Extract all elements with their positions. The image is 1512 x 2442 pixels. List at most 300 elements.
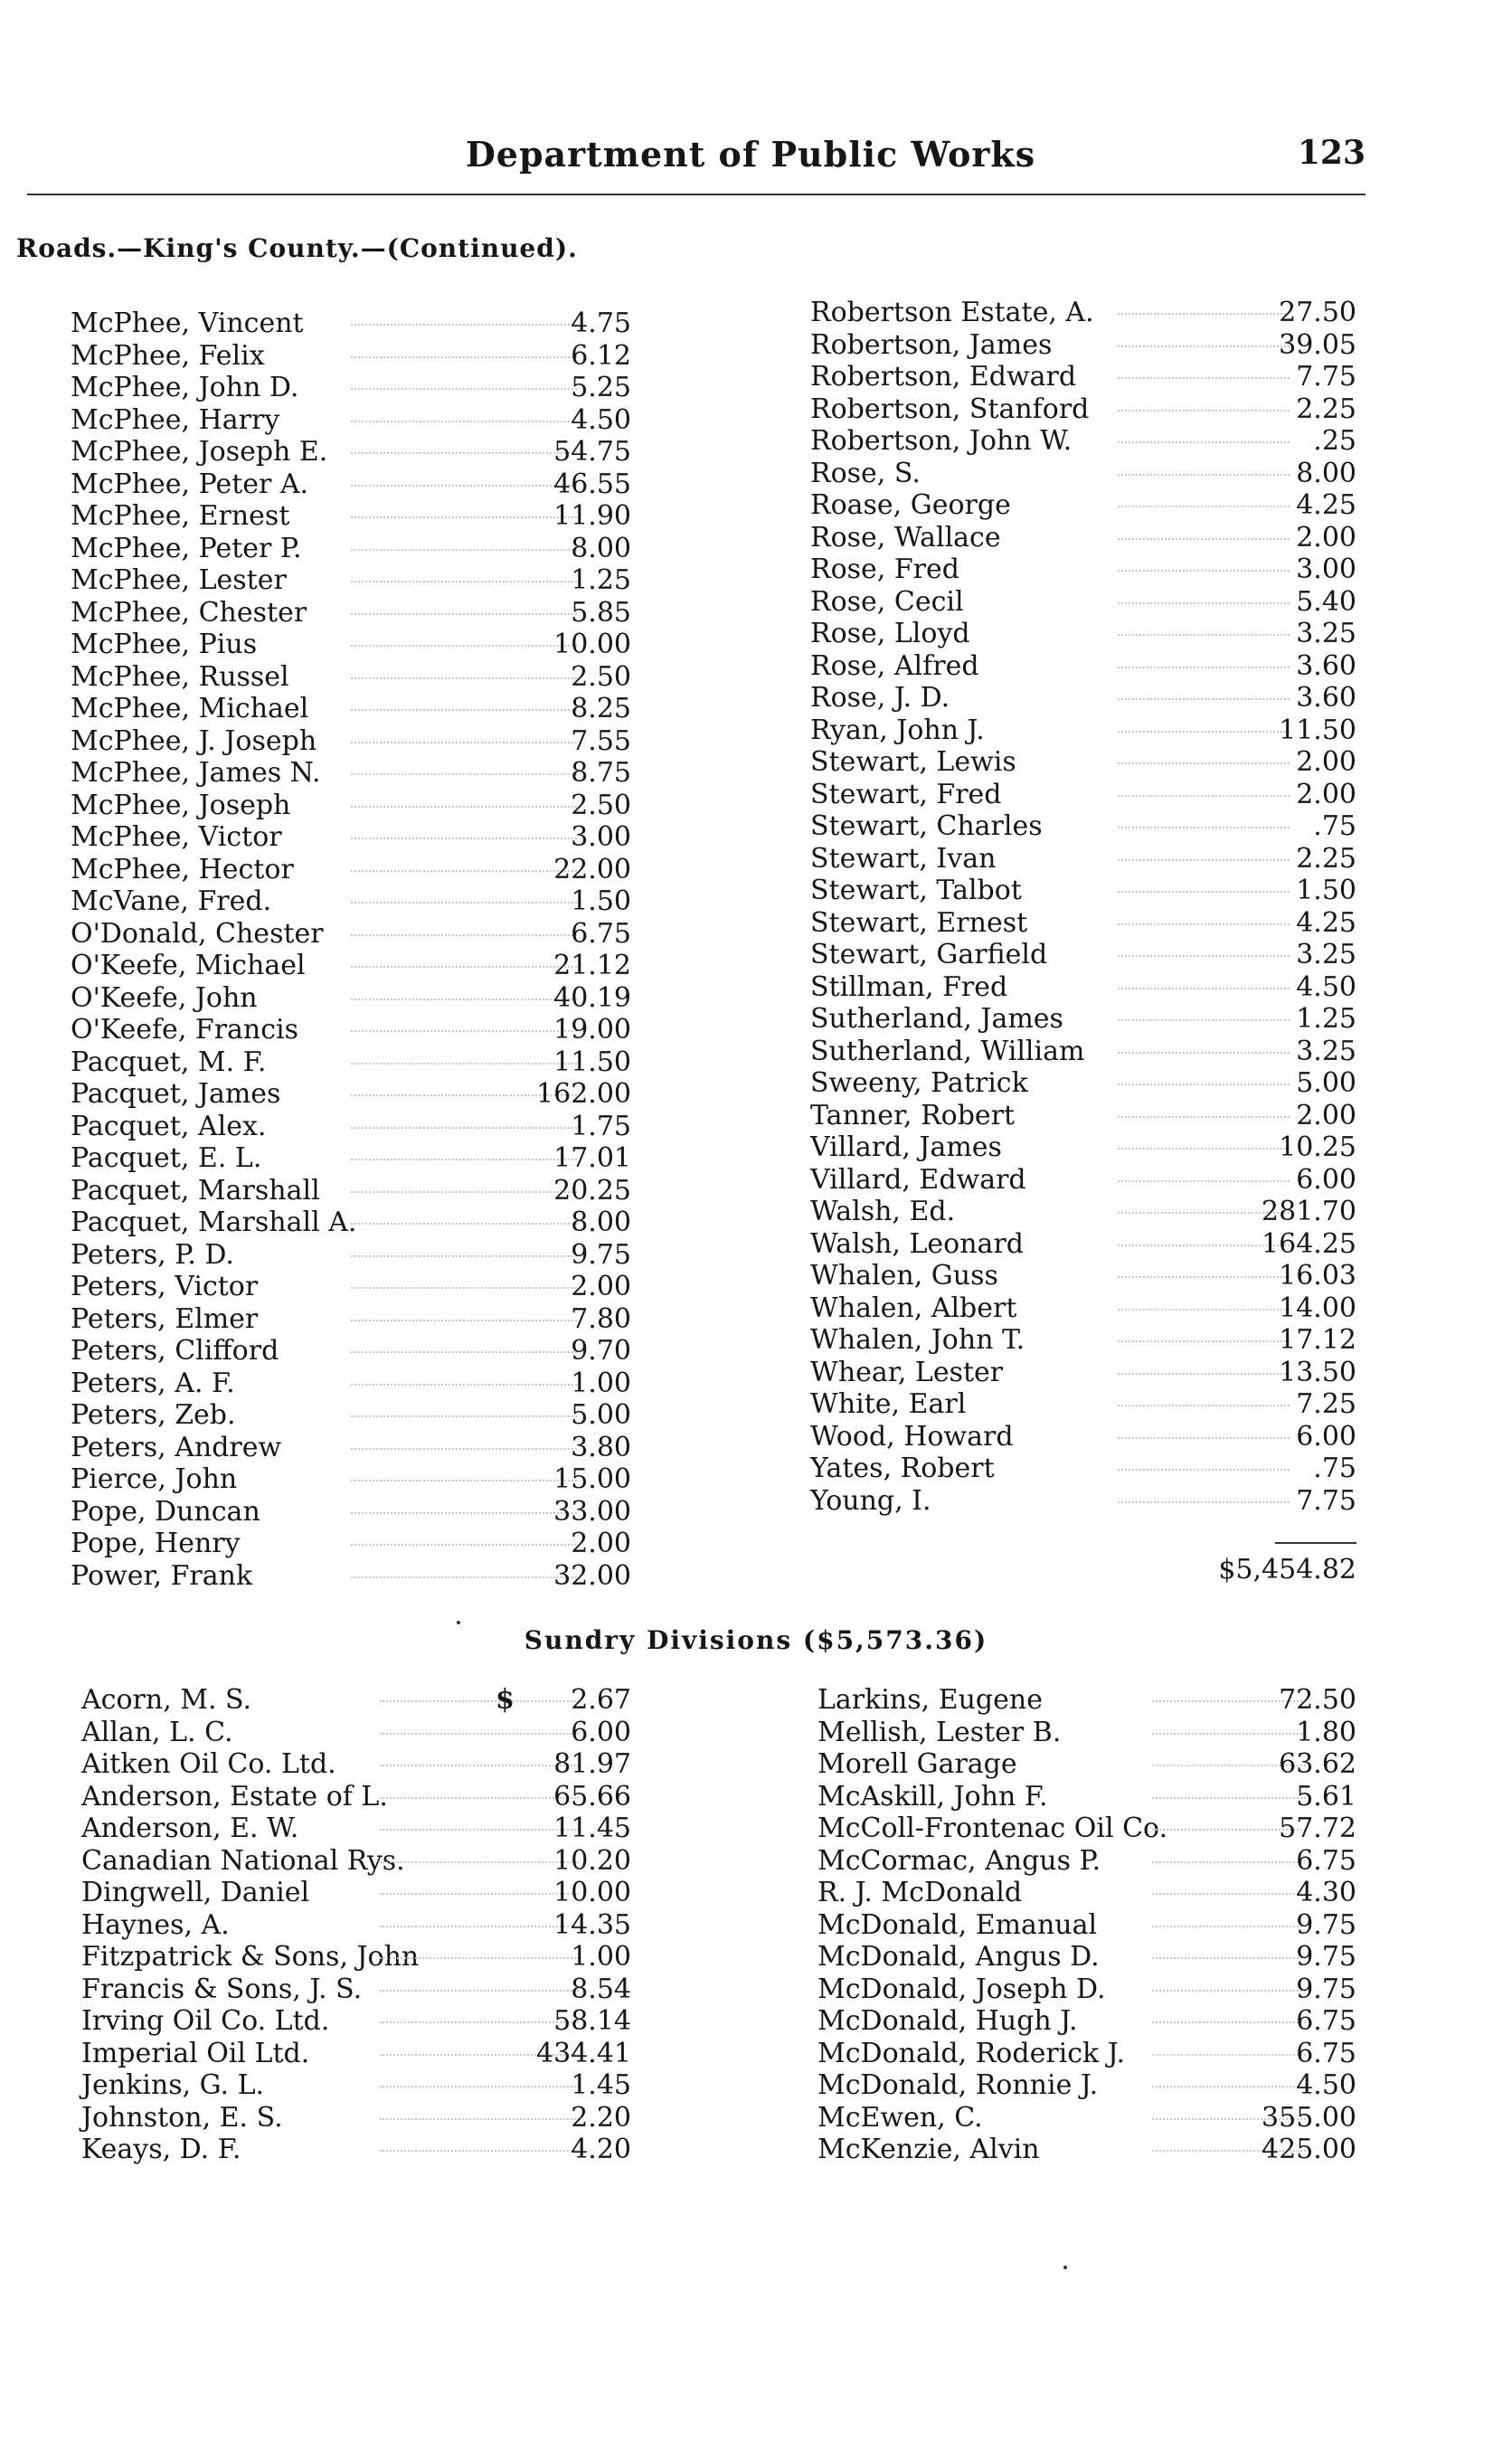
payment-amount: 1.50 [1296, 875, 1356, 906]
payee-name: McDonald, Ronnie J. [817, 2069, 1099, 2101]
payment-amount: 4.50 [1296, 2069, 1356, 2101]
payee-name: Pacquet, Marshall A. [71, 1207, 357, 1238]
payee-name: Tanner, Robert [810, 1099, 1016, 1131]
ledger-row [71, 1368, 631, 1400]
payment-amount: 2.00 [571, 1271, 631, 1302]
payment-amount: 54.75 [553, 436, 631, 468]
payment-amount: 2.00 [1296, 778, 1356, 810]
payee-name: McPhee, Victor [71, 821, 282, 853]
payee-name: Yates, Robert [810, 1453, 995, 1484]
ledger-row [817, 2069, 1356, 2102]
print-speck [1063, 2266, 1067, 2269]
payment-amount: 1.00 [571, 1367, 631, 1399]
payment-amount: 2.50 [571, 660, 631, 693]
payee-name: Pacquet, Marshall [71, 1174, 320, 1207]
payment-amount: 2.25 [1296, 393, 1356, 425]
ledger-row [810, 746, 1356, 779]
payment-amount: .25 [1313, 425, 1356, 457]
payee-name: O'Keefe, John [71, 981, 258, 1014]
payee-name: Whalen, John T. [810, 1324, 1025, 1356]
payee-name: McPhee, Vincent [71, 308, 304, 339]
payee-name: Pope, Duncan [71, 1495, 260, 1528]
payment-amount: 13.50 [1279, 1356, 1356, 1388]
payment-amount: 9.75 [571, 1238, 631, 1271]
payment-amount: 7.75 [1296, 1484, 1356, 1517]
ledger-row [71, 1335, 631, 1368]
payment-amount: 9.70 [571, 1335, 631, 1367]
total-rule [1275, 1542, 1356, 1544]
ledger-row [810, 489, 1356, 522]
ledger-row [810, 1036, 1356, 1068]
payee-name: Power, Frank [71, 1559, 253, 1592]
payee-name: Rose, Alfred [810, 649, 979, 682]
payment-amount: 8.75 [571, 757, 631, 789]
payment-amount: 19.00 [553, 1014, 631, 1046]
payee-name: McPhee, James N. [71, 757, 321, 789]
payment-amount: 9.75 [1296, 1908, 1356, 1941]
ledger-row [81, 2005, 631, 2038]
ledger-row [81, 1684, 631, 1717]
payee-name: Rose, J. D. [810, 682, 950, 714]
ledger-row [810, 1003, 1356, 1036]
sundry-divisions-heading: Sundry Divisions ($5,573.36) [524, 1625, 988, 1655]
ledger-row [810, 1453, 1356, 1485]
payment-amount: 3.25 [1296, 1035, 1356, 1067]
ledger-row [71, 661, 631, 694]
payment-amount: 6.75 [1296, 1844, 1356, 1877]
payment-amount: 3.25 [1296, 618, 1356, 649]
ledger-row [71, 1399, 631, 1432]
payment-amount: 6.75 [1296, 2005, 1356, 2037]
payment-amount: 4.50 [571, 403, 631, 436]
payment-amount: 3.00 [571, 821, 631, 853]
payment-amount: 6.75 [1296, 2037, 1356, 2069]
ledger-row [817, 2038, 1356, 2070]
payment-amount: 7.75 [1296, 361, 1356, 393]
payment-amount: 6.00 [1296, 1420, 1356, 1453]
ledger-row [810, 1260, 1356, 1292]
payment-amount: 1.00 [571, 1941, 631, 1973]
ledger-row [71, 1207, 631, 1239]
payment-amount: 39.05 [1279, 328, 1356, 361]
ledger-row [81, 1717, 631, 1749]
payment-amount: 1.25 [1296, 1003, 1356, 1035]
payment-amount: 5.00 [1296, 1067, 1356, 1099]
ledger-row [71, 1239, 631, 1272]
payment-amount: 14.35 [553, 1908, 631, 1941]
ledger-row [71, 821, 631, 854]
ledger-row [71, 629, 631, 661]
payee-name: Rose, Cecil [810, 585, 964, 618]
payee-name: Wood, Howard [810, 1420, 1014, 1453]
payee-name: McPhee, Peter A. [71, 468, 309, 500]
payee-name: Canadian National Rys. [81, 1844, 405, 1877]
ledger-row [810, 1292, 1356, 1325]
roads-right-column [810, 297, 1356, 1517]
payee-name: McPhee, Hector [71, 853, 294, 885]
ledger-row [71, 982, 631, 1015]
payment-amount: 3.00 [1296, 554, 1356, 585]
ledger-row [71, 885, 631, 918]
payment-amount: 72.50 [1279, 1684, 1356, 1716]
payment-amount: 7.80 [571, 1302, 631, 1335]
payee-name: McPhee, Russel [71, 660, 289, 693]
payee-name: Peters, Elmer [71, 1302, 259, 1335]
payment-amount: 8.25 [571, 693, 631, 724]
payment-amount: 6.00 [1296, 1163, 1356, 1196]
payee-name: McDonald, Angus D. [817, 1941, 1100, 1973]
ledger-row [817, 2005, 1356, 2038]
ledger-row [81, 1781, 631, 1813]
payment-amount: 1.45 [571, 2069, 631, 2101]
payment-amount: 5.61 [1296, 1780, 1356, 1813]
payment-amount: 40.19 [553, 981, 631, 1014]
ledger-row [71, 340, 631, 373]
payment-amount: 21.12 [553, 950, 631, 981]
payee-name: McPhee, John D. [71, 372, 299, 403]
payee-name: Peters, Clifford [71, 1335, 279, 1367]
payment-amount: 57.72 [1279, 1813, 1356, 1844]
payee-name: McDonald, Joseph D. [817, 1973, 1106, 2005]
payment-amount: 10.25 [1279, 1131, 1356, 1163]
payment-amount: 10.20 [553, 1844, 631, 1877]
ledger-row [71, 1463, 631, 1496]
payee-name: McPhee, Lester [71, 564, 287, 596]
ledger-row [810, 297, 1356, 329]
payment-amount: 2.00 [571, 1528, 631, 1559]
payee-name: Whear, Lester [810, 1356, 1004, 1388]
payment-amount: 2.50 [571, 789, 631, 821]
ledger-row [71, 564, 631, 597]
ledger-row [81, 2134, 631, 2166]
ledger-row [810, 1164, 1356, 1197]
payment-amount: 4.25 [1296, 906, 1356, 939]
payment-amount: 281.70 [1262, 1196, 1356, 1227]
ledger-row [81, 1877, 631, 1909]
ledger-row [71, 404, 631, 437]
payee-name: McDonald, Roderick J. [817, 2037, 1126, 2069]
payee-name: Ryan, John J. [810, 714, 985, 746]
ledger-row [817, 1717, 1356, 1749]
ledger-row [810, 907, 1356, 940]
sundry-right-column [817, 1684, 1356, 2166]
ledger-row [817, 1748, 1356, 1781]
ledger-row [71, 1175, 631, 1207]
ledger-row [810, 779, 1356, 811]
payee-name: Pacquet, Alex. [71, 1110, 267, 1142]
payment-amount: 2.00 [1296, 746, 1356, 778]
payee-name: Peters, Victor [71, 1271, 259, 1302]
ledger-row [810, 1100, 1356, 1132]
payee-name: Aitken Oil Co. Ltd. [81, 1748, 336, 1780]
ledger-row [81, 2102, 631, 2134]
ledger-row [81, 1845, 631, 1878]
payment-amount: 11.50 [1279, 714, 1356, 746]
payee-name: Dingwell, Daniel [81, 1877, 310, 1908]
payee-name: Mellish, Lester B. [817, 1716, 1062, 1748]
ledger-row [817, 1781, 1356, 1813]
ledger-row [810, 810, 1356, 843]
ledger-row [71, 1271, 631, 1303]
payee-name: Haynes, A. [81, 1908, 230, 1941]
ledger-row [810, 1067, 1356, 1100]
payee-name: Pope, Henry [71, 1528, 241, 1559]
payment-amount: 20.25 [553, 1174, 631, 1207]
payee-name: Pierce, John [71, 1463, 238, 1495]
ledger-row [71, 1496, 631, 1529]
payee-name: McDonald, Emanual [817, 1908, 1098, 1941]
payee-name: Stewart, Ernest [810, 906, 1028, 939]
payment-amount: 8.54 [571, 1973, 631, 2005]
payee-name: Walsh, Ed. [810, 1196, 956, 1227]
payment-amount: 4.50 [1296, 970, 1356, 1003]
payment-amount: 32.00 [553, 1559, 631, 1592]
ledger-row [81, 1941, 631, 1973]
payee-name: Whalen, Albert [810, 1292, 1017, 1324]
payee-name: O'Donald, Chester [71, 917, 324, 950]
payment-amount: 7.55 [571, 724, 631, 757]
payee-name: Keays, D. F. [81, 2134, 241, 2165]
payment-amount: 11.90 [553, 500, 631, 532]
dollar-sign: $ [496, 1684, 515, 1716]
payment-amount: 2.25 [1296, 842, 1356, 875]
ledger-row [71, 1560, 631, 1593]
payee-name: McEwen, C. [817, 2101, 983, 2134]
payment-amount: 14.00 [1279, 1292, 1356, 1324]
payment-amount: 4.20 [571, 2134, 631, 2165]
payee-name: Pacquet, M. F. [71, 1046, 267, 1078]
page-title: Department of Public Works [465, 134, 1036, 175]
payment-amount: 9.75 [1296, 1973, 1356, 2005]
payee-name: McPhee, Chester [71, 596, 307, 629]
payment-amount: 2.00 [1296, 521, 1356, 554]
payee-name: McPhee, Harry [71, 403, 280, 436]
payee-name: Sutherland, William [810, 1035, 1085, 1067]
ledger-row [71, 308, 631, 340]
page-number: 123 [1297, 134, 1366, 172]
payee-name: Morell Garage [817, 1748, 1017, 1780]
ledger-row [81, 1909, 631, 1942]
ledger-row [71, 950, 631, 982]
payee-name: McColl-Frontenac Oil Co. [817, 1813, 1168, 1844]
ledger-row [810, 971, 1356, 1004]
payee-name: Rose, Fred [810, 554, 959, 585]
payment-amount: 5.85 [571, 596, 631, 629]
payment-amount: 2.00 [1296, 1099, 1356, 1131]
ledger-row [71, 1142, 631, 1175]
payee-name: Allan, L. C. [81, 1716, 233, 1748]
payment-amount: 6.12 [571, 339, 631, 372]
payee-name: Young, I. [810, 1484, 931, 1517]
payee-name: Villard, James [810, 1131, 1002, 1163]
payee-name: Sweeny, Patrick [810, 1067, 1028, 1099]
payee-name: Robertson, John W. [810, 425, 1073, 457]
payee-name: Anderson, Estate of L. [81, 1780, 388, 1813]
ledger-row [71, 918, 631, 951]
ledger-row [810, 554, 1356, 586]
payee-name: Fitzpatrick & Sons, John [81, 1941, 420, 1973]
ledger-row [817, 1973, 1356, 2006]
payee-name: Peters, A. F. [71, 1367, 235, 1399]
ledger-row [71, 1111, 631, 1143]
payment-amount: 4.30 [1296, 1877, 1356, 1908]
payment-amount: 162.00 [536, 1078, 631, 1110]
ledger-row [71, 693, 631, 725]
payment-amount: 33.00 [553, 1495, 631, 1528]
payment-amount: 11.45 [553, 1813, 631, 1844]
ledger-row [810, 1228, 1356, 1261]
ledger-row [810, 1196, 1356, 1228]
payee-name: Rose, Lloyd [810, 618, 970, 649]
ledger-row [81, 2069, 631, 2102]
ledger-row [817, 1813, 1356, 1845]
ledger-row [71, 1014, 631, 1046]
ledger-row [810, 939, 1356, 971]
payment-amount: 1.80 [1296, 1716, 1356, 1748]
payee-name: Robertson, James [810, 328, 1053, 361]
payee-name: Robertson, Stanford [810, 393, 1090, 425]
payment-amount: 425.00 [1262, 2134, 1356, 2165]
ledger-row [817, 1845, 1356, 1878]
ledger-row [817, 2134, 1356, 2166]
payee-name: Sutherland, James [810, 1003, 1063, 1035]
payment-amount: 5.25 [571, 372, 631, 403]
ledger-row [810, 458, 1356, 490]
payment-amount: 1.25 [571, 564, 631, 596]
payment-amount: 5.40 [1296, 585, 1356, 618]
ledger-row [810, 618, 1356, 650]
payment-amount: 8.00 [1296, 457, 1356, 489]
payee-name: McAskill, John F. [817, 1780, 1048, 1813]
payee-name: Peters, Andrew [71, 1431, 282, 1463]
payee-name: Larkins, Eugene [817, 1684, 1043, 1716]
ledger-row [810, 522, 1356, 554]
page-header [72, 134, 1366, 188]
ledger-row [817, 1909, 1356, 1942]
payee-name: White, Earl [810, 1388, 967, 1420]
payee-name: Walsh, Leonard [810, 1227, 1024, 1260]
payee-name: McPhee, Felix [71, 339, 265, 372]
payment-amount: 2.67 [571, 1684, 631, 1716]
payment-amount: 46.55 [553, 468, 631, 500]
payment-amount: 8.00 [571, 1207, 631, 1238]
ledger-row [817, 1684, 1356, 1717]
payee-name: Robertson, Edward [810, 361, 1077, 393]
ledger-row [810, 1131, 1356, 1164]
payment-amount: 3.25 [1296, 939, 1356, 970]
ledger-row [810, 715, 1356, 747]
ledger-row [810, 393, 1356, 426]
payee-name: McDonald, Hugh J. [817, 2005, 1078, 2037]
ledger-row [71, 1046, 631, 1079]
ledger-row [810, 586, 1356, 619]
payment-amount: 58.14 [553, 2005, 631, 2037]
ledger-row [810, 843, 1356, 876]
ledger-row [71, 469, 631, 501]
payee-name: R. J. McDonald [817, 1877, 1023, 1908]
ledger-row [810, 682, 1356, 715]
ledger-row [71, 436, 631, 469]
ledger-row [810, 329, 1356, 362]
payee-name: Stewart, Lewis [810, 746, 1016, 778]
payee-name: Stillman, Fred [810, 970, 1008, 1003]
payee-name: Stewart, Fred [810, 778, 1002, 810]
print-speck [457, 1621, 460, 1624]
ledger-row [817, 2102, 1356, 2134]
ledger-row [71, 1078, 631, 1111]
payee-name: Jenkins, G. L. [81, 2069, 265, 2101]
payee-name: Imperial Oil Ltd. [81, 2037, 310, 2069]
payee-name: Stewart, Charles [810, 810, 1043, 842]
header-rule [27, 194, 1366, 195]
payment-amount: 15.00 [553, 1463, 631, 1495]
payee-name: O'Keefe, Michael [71, 950, 306, 981]
payee-name: Johnston, E. S. [81, 2101, 283, 2134]
ledger-row [81, 2038, 631, 2070]
ledger-row [810, 1388, 1356, 1421]
ledger-row [71, 597, 631, 629]
payee-name: McPhee, Pius [71, 629, 258, 660]
payee-name: Pacquet, E. L. [71, 1142, 262, 1174]
ledger-row [810, 875, 1356, 907]
payment-amount: 27.50 [1279, 297, 1356, 328]
ledger-row [71, 1432, 631, 1464]
ledger-row [81, 1813, 631, 1845]
payment-amount: 2.20 [571, 2101, 631, 2134]
payment-amount: 5.00 [571, 1399, 631, 1431]
payee-name: Peters, P. D. [71, 1238, 234, 1271]
payment-amount: 81.97 [553, 1748, 631, 1780]
ledger-row [81, 1973, 631, 2006]
payment-amount: 3.60 [1296, 682, 1356, 714]
payment-amount: 355.00 [1262, 2101, 1356, 2134]
payment-amount: 65.66 [553, 1780, 631, 1813]
ledger-row [71, 757, 631, 790]
payee-name: Anderson, E. W. [81, 1813, 299, 1844]
payment-amount: 10.00 [553, 629, 631, 660]
ledger-row [71, 854, 631, 886]
payment-amount: 63.62 [1279, 1748, 1356, 1780]
ledger-row [810, 1324, 1356, 1357]
ledger-row [71, 725, 631, 758]
payee-name: McPhee, Michael [71, 693, 309, 724]
payee-name: Acorn, M. S. [81, 1684, 252, 1716]
ledger-row [81, 1748, 631, 1781]
payment-amount: 17.12 [1279, 1324, 1356, 1356]
payment-amount: 164.25 [1262, 1227, 1356, 1260]
payment-amount: 11.50 [553, 1046, 631, 1078]
ledger-row [810, 361, 1356, 393]
payee-name: McCormac, Angus P. [817, 1844, 1101, 1877]
payee-name: Robertson Estate, A. [810, 297, 1094, 328]
payment-amount: 4.25 [1296, 489, 1356, 521]
payee-name: McPhee, Joseph E. [71, 436, 328, 468]
ledger-row [71, 372, 631, 404]
payee-name: Stewart, Ivan [810, 842, 997, 875]
ledger-row [71, 790, 631, 822]
payee-name: Stewart, Garfield [810, 939, 1048, 970]
ledger-row [810, 1485, 1356, 1518]
payment-amount: 7.25 [1296, 1388, 1356, 1420]
payment-amount: .75 [1313, 1453, 1356, 1484]
roads-left-column [71, 308, 631, 1592]
payee-name: Stewart, Talbot [810, 875, 1022, 906]
payment-amount: 1.75 [571, 1110, 631, 1142]
payment-amount: 3.80 [571, 1431, 631, 1463]
payee-name: McPhee, Ernest [71, 500, 290, 532]
ledger-row [71, 533, 631, 565]
payee-name: McPhee, Joseph [71, 789, 291, 821]
